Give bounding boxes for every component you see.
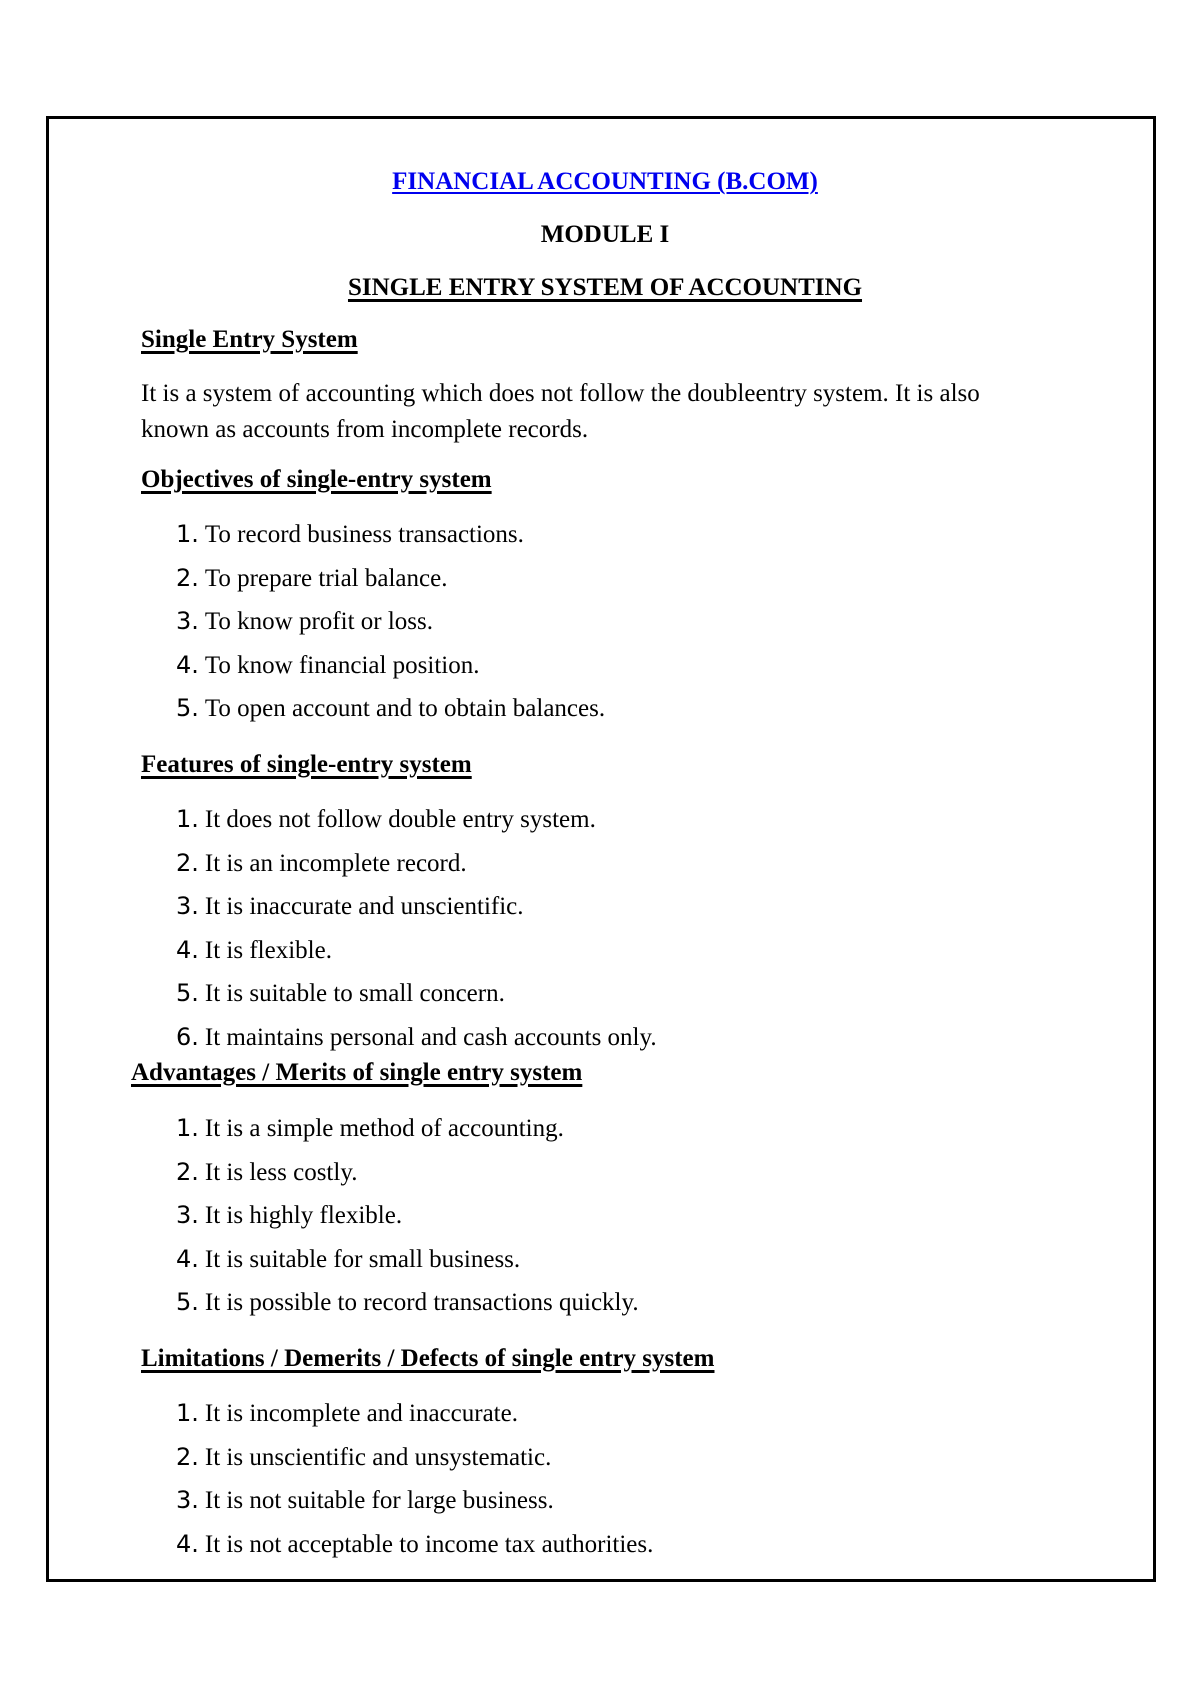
list-number: 1. [176,1114,199,1142]
section-heading-limitations: Limitations / Demerits / Defects of single entry system [141,1345,715,1372]
list-number: 2. [176,1157,199,1186]
list-item [176,1486,653,1530]
list-text: It is flexible. [204,936,332,964]
list-number: 3. [176,1201,199,1229]
list-number: 5. [176,694,199,722]
list-item [176,1158,639,1202]
definition-paragraph: It is a system of accounting which does not follow the doubleentry system. It is also known as accounts from incomplete records. [141,380,980,443]
document-title-link[interactable]: FINANCIAL ACCOUNTING (B.COM) [392,168,818,195]
list-item [176,1288,639,1332]
list-item [176,1443,653,1487]
list-item [176,694,605,738]
list-text: To record business transactions. [204,521,524,548]
list-text: It is incomplete and inaccurate. [204,1400,518,1427]
section-heading-features: Features of single-entry system [141,751,472,778]
list-item [176,520,605,564]
list-text: It is suitable to small concern. [204,980,505,1007]
list-text: To open account and to obtain balances. [204,695,606,722]
list-number: 5. [176,979,199,1007]
list-item [176,936,657,980]
list-item [176,892,657,936]
advantages-list [176,1114,639,1332]
chapter-heading: SINGLE ENTRY SYSTEM OF ACCOUNTING [347,274,863,301]
list-number: 1. [176,520,199,548]
list-item [176,805,657,849]
list-number: 5. [176,1288,199,1316]
list-number: 4. [176,1529,199,1558]
list-text: To know profit or loss. [204,608,434,635]
list-number: 2. [176,1442,199,1471]
list-number: 4. [176,650,199,679]
list-number: 1. [176,805,199,833]
list-number: 4. [176,935,199,964]
module-heading: MODULE I [540,221,670,248]
list-item [176,979,657,1023]
list-text: It is an incomplete record. [204,849,467,877]
list-number: 3. [176,607,199,635]
list-text: It is less costly. [204,1158,358,1186]
list-number: 3. [176,1486,199,1514]
list-text: It is a simple method of accounting. [204,1115,564,1142]
list-text: It is highly flexible. [204,1202,403,1229]
list-item [176,1530,653,1574]
list-number: 2. [176,848,199,877]
list-item [176,607,605,651]
features-list [176,805,657,1066]
list-item [176,849,657,893]
list-item [176,1399,653,1443]
list-item [176,1201,639,1245]
list-number: 2. [176,563,199,592]
list-item [176,651,605,695]
section-heading-advantages: Advantages / Merits of single entry system [131,1059,583,1086]
list-text: It does not follow double entry system. [204,806,596,833]
list-text: To know financial position. [204,651,480,679]
list-text: It is unscientific and unsystematic. [204,1443,552,1471]
section-heading-definition: Single Entry System [141,326,358,353]
list-item [176,564,605,608]
list-item [176,1114,639,1158]
list-number: 3. [176,892,199,920]
list-text: It maintains personal and cash accounts only. [204,1023,657,1051]
list-text: It is not acceptable to income tax authorities. [204,1530,654,1558]
list-number: 1. [176,1399,199,1427]
list-number: 6. [176,1022,199,1051]
list-text: It is inaccurate and unscientific. [204,893,524,920]
objectives-list [176,520,605,738]
list-text: To prepare trial balance. [204,564,448,592]
list-text: It is suitable for small business. [204,1245,521,1273]
list-item [176,1245,639,1289]
section-heading-objectives: Objectives of single-entry system [141,466,492,493]
limitations-list [176,1399,653,1573]
list-number: 4. [176,1244,199,1273]
list-text: It is possible to record transactions quickly. [204,1289,639,1316]
list-text: It is not suitable for large business. [204,1487,554,1514]
